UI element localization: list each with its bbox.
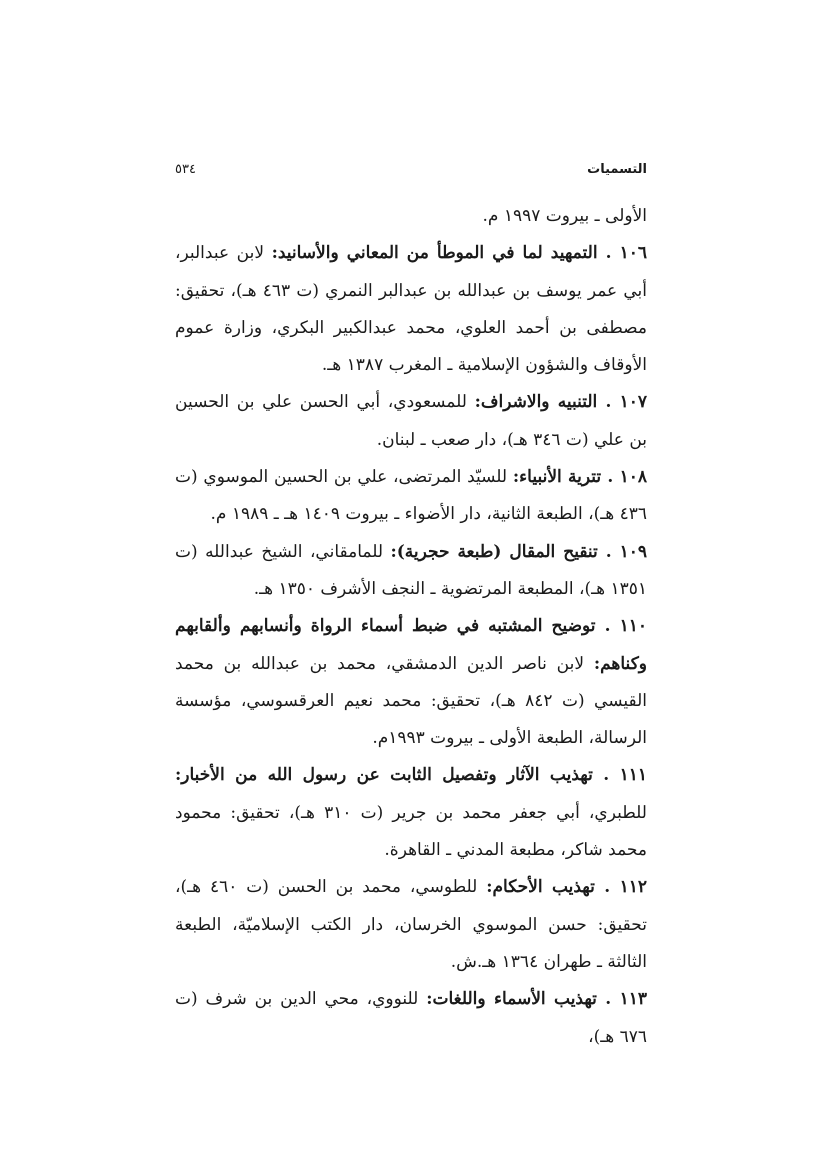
entry-text: للطبري، أبي جعفر محمد بن جرير (ت ٣١٠ هـ)، تحقيق: محمود محمد شاكر، مطبعة المدني ـ القاهرة. [175,802,647,861]
entry-text: للسيّد المرتضى، علي بن الحسين الموسوي (ت ٤٣٦ هـ)، الطبعة الثانية، دار الأضواء ـ بيروت ١٤٠٩ هـ ـ ١٩٨٩ م. [175,467,647,525]
page-number: ٥٣٤ [175,162,196,177]
entry-text: لابن عبدالبر، أبي عمر يوسف بن عبدالله بن عبدالبر النمري (ت ٤٦٣ هـ)، تحقيق: مصطفى بن أحمد العلوي، محمد عبدالكبير البكري، وزارة عموم الأوقاف والشؤون الإسلامية ـ المغرب ١٣٨٧ هـ. [175,243,647,376]
entry-title: ١١٠ . توضيح المشتبه في ضبط أسماء الرواة وأنسابهم وألقابهم وكناهم: [175,616,647,674]
entry-title: ١١٣ . تهذيب الأسماء واللغات: [426,989,647,1010]
bibliography-entry-106 [175,235,647,384]
bibliography-entry-112 [175,869,647,981]
bibliography-entry-109 [175,534,647,609]
bibliography-entry-continuation [175,198,647,235]
entry-title: ١١٢ . تهذيب الأحكام: [486,877,647,898]
bibliography-entry-110 [175,608,647,757]
running-title: التسميات [587,162,647,177]
bibliography-entry-111 [175,757,647,869]
entry-title: ١٠٦ . التمهيد لما في الموطأ من المعاني والأسانيد: [271,243,647,264]
entry-text: للنووي، محي الدين بن شرف (ت ٦٧٦ هـ)، [175,989,647,1047]
entry-text: الأولى ـ بيروت ١٩٩٧ م. [482,206,647,226]
entry-text: لابن ناصر الدين الدمشقي، محمد بن عبدالله بن محمد القيسي (ت ٨٤٢ هـ)، تحقيق: محمد نعيم العرقسوسي، مؤسسة الرسالة، الطبعة الأولى ـ بيروت ١٩٩٣م. [175,653,647,749]
entry-title: ١٠٩ . تنقيح المقال (طبعة حجرية): [390,541,647,562]
bibliography-body [175,198,647,1056]
entry-text: للطوسي، محمد بن الحسن (ت ٤٦٠ هـ)، تحقيق: حسن الموسوي الخرسان، دار الكتب الإسلاميّة، الطبعة الثالثة ـ طهران ١٣٦٤ هـ.ش. [175,877,647,972]
bibliography-entry-113 [175,981,647,1056]
entry-text: للمامقاني، الشيخ عبدالله (ت ١٣٥١ هـ)، المطبعة المرتضوية ـ النجف الأشرف ١٣٥٠ هـ. [175,541,647,599]
page-header [175,162,647,186]
bibliography-entry-108 [175,459,647,534]
bibliography-entry-107 [175,384,647,459]
entry-title: ١٠٨ . تترية الأنبياء: [512,467,647,488]
entry-title: ١٠٧ . التنبيه والاشراف: [474,392,647,413]
entry-title: ١١١ . تهذيب الآثار وتفصيل الثابت عن رسول الله من الأخبار: [175,765,647,786]
entry-text: للمسعودي، أبي الحسن علي بن الحسين بن علي (ت ٣٤٦ هـ)، دار صعب ـ لبنان. [175,392,647,450]
